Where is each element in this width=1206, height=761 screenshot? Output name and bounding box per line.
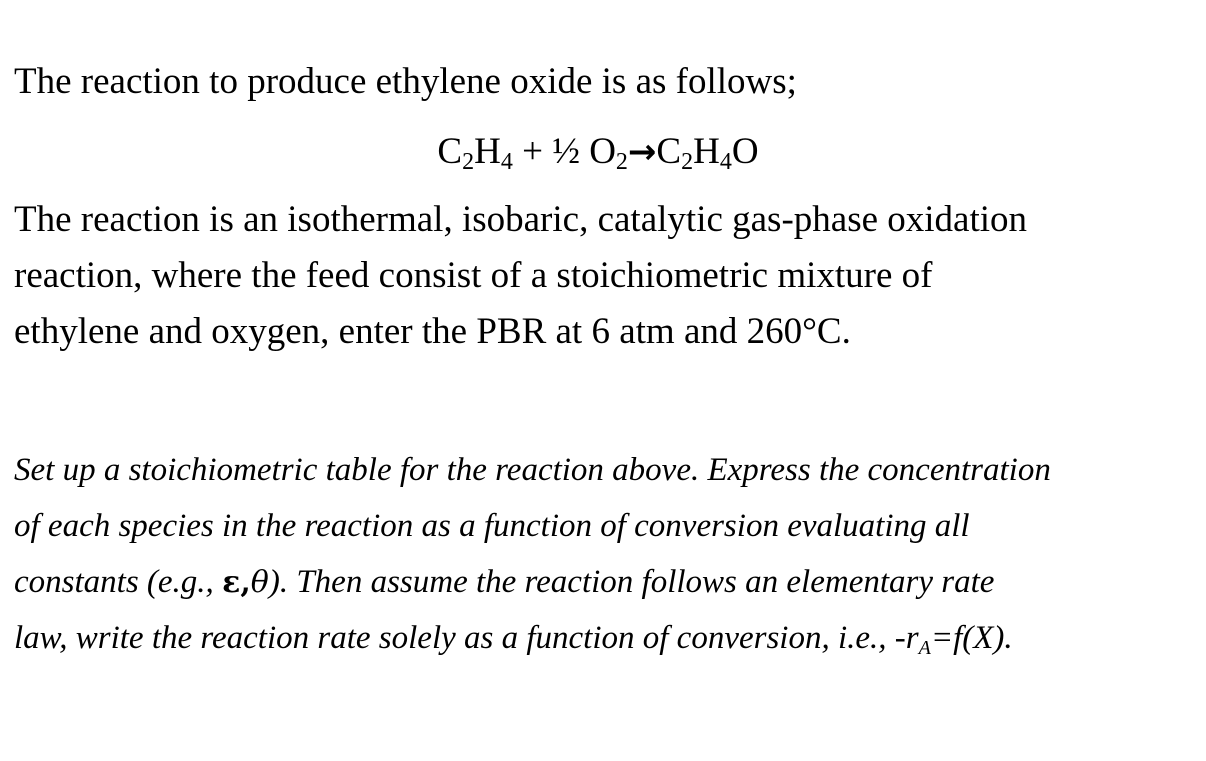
question-line-3 <box>14 562 994 603</box>
question-line-3-start: constants (e.g., <box>14 564 223 600</box>
description-line-3: ethylene and oxygen, enter the PBR at 6 atm and 260°C. <box>14 311 851 352</box>
question-line-4-end: =f(X). <box>930 620 1013 656</box>
description-line-1: The reaction is an isothermal, isobaric, catalytic gas-phase oxidation <box>14 199 1028 240</box>
intro-text: The reaction to produce ethylene oxide is as follows; <box>14 61 797 102</box>
eq-hydrogen-2: H <box>693 131 720 172</box>
eq-oxygen-2: O <box>731 131 759 172</box>
question-line-3-end: ). Then assume the reaction follows an elementary rate <box>268 564 995 600</box>
eq-carbon-2: C <box>656 131 682 172</box>
eq-sub-4: 2 <box>681 149 694 175</box>
description-line-2: reaction, where the feed consist of a stoichiometric mixture of <box>14 255 933 296</box>
reaction-equation <box>0 128 1196 176</box>
theta-symbol: θ <box>250 565 269 600</box>
question-line-4-start: law, write the reaction rate solely as a function of conversion, i.e., -r <box>14 620 919 656</box>
eq-sub-1: 2 <box>462 149 475 175</box>
question-line-2: of each species in the reaction as a function of conversion evaluating all <box>14 508 970 544</box>
symbol-comma: , <box>240 565 251 600</box>
question-line-1: Set up a stoichiometric table for the reaction above. Express the concentration <box>14 452 1051 488</box>
eq-sub-3: 2 <box>615 149 628 175</box>
eq-hydrogen-1: H <box>474 131 501 172</box>
eq-carbon-1: C <box>437 131 463 172</box>
rate-subscript: A <box>918 637 931 659</box>
reaction-arrow-icon: → <box>627 132 657 172</box>
eq-sub-5: 4 <box>719 149 732 175</box>
eq-sub-2: 4 <box>500 149 513 175</box>
epsilon-symbol: ε <box>222 565 241 600</box>
eq-plus-oxygen: + ½ O <box>512 131 616 172</box>
question-line-4 <box>14 618 1013 658</box>
